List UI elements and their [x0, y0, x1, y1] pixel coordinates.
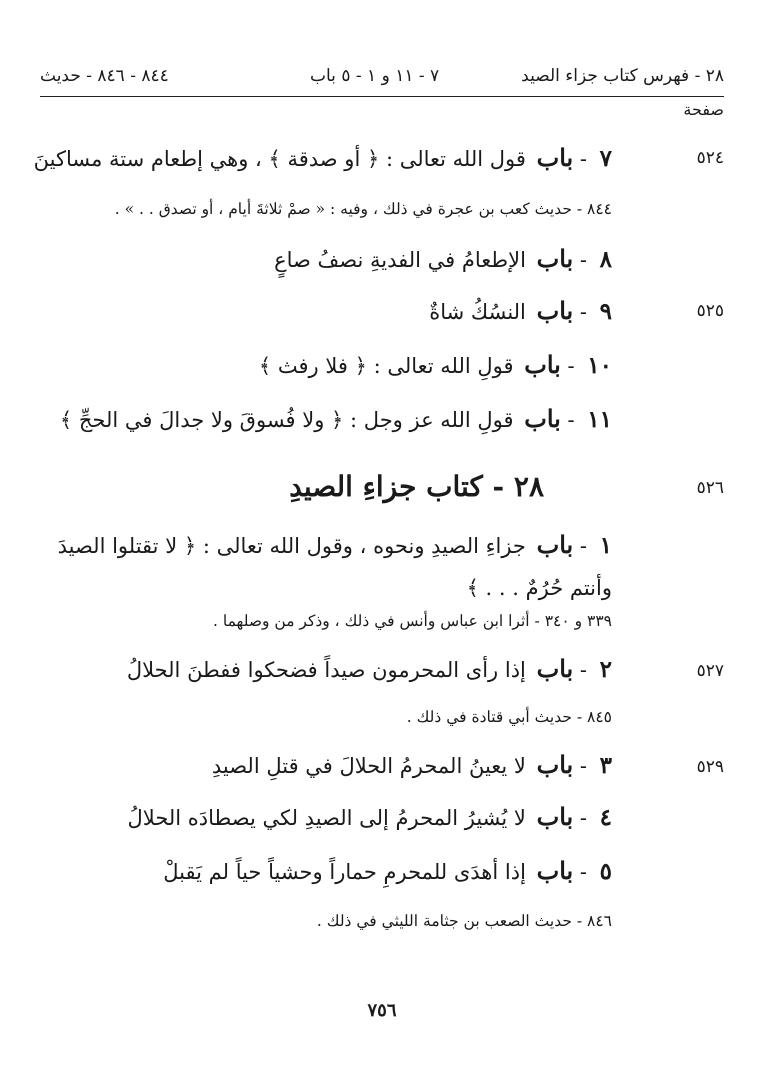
- entry-text: لا يعينُ المحرمُ الحلالَ في قتلِ الصيدِ: [211, 754, 526, 778]
- entry-number: ١١: [587, 406, 612, 433]
- index-entry: ١١ - باب قولِ الله عز وجل : ﴿ ولا فُسوقَ ولا جدالَ في الحجِّ ﴾: [59, 404, 612, 433]
- hadith-line: ٨٤٥ - حديث أبي قتادة في ذلك .: [406, 708, 612, 726]
- header-chapter-title: ٢٨ - فهرس كتاب جزاء الصيد: [521, 66, 724, 86]
- index-entry: ١ - باب جزاءِ الصيدِ ونحوه ، وقول الله تعالى : ﴿ لا تقتلوا الصيدَ وأنتم حُرُمٌ . . . ﴾: [57, 530, 612, 600]
- entry-number: ٩: [599, 298, 612, 325]
- entry-page-number: ٥٢٩: [696, 757, 724, 777]
- index-entry: ٨ - باب الإطعامُ في الفديةِ نصفُ صاعٍ: [274, 244, 612, 273]
- entry-number: ٨: [599, 246, 612, 273]
- footer-page-number: ٧٥٦: [367, 1000, 397, 1021]
- kitab-page-number: ٥٢٦: [696, 478, 724, 498]
- index-entry: ٢ - باب إذا رأى المحرمون صيداً فضحكوا ففطنَ الحلالُ: [126, 654, 612, 683]
- entry-number: ١: [599, 532, 612, 559]
- entry-bab: باب: [536, 530, 574, 559]
- entry-number: ١٠: [587, 352, 612, 379]
- header-bab-range: ٧ - ١١ و ١ - ٥ باب: [310, 66, 440, 86]
- hadith-line: ٨٤٤ - حديث كعب بن عجرة في ذلك ، وفيه : « صمْ ثلاثةَ أيام ، أو تصدق . . » .: [114, 200, 612, 218]
- entry-number: ٤: [599, 804, 612, 831]
- entry-bab: باب: [524, 350, 561, 379]
- entry-number: ٥: [599, 858, 612, 885]
- running-header: [40, 62, 724, 97]
- entry-bab: باب: [536, 802, 574, 831]
- entry-bab: باب: [536, 750, 574, 779]
- entry-text: النسُكُ شاةٌ: [429, 300, 526, 324]
- entry-page-number: ٥٢٧: [696, 661, 724, 681]
- index-entry: ٤ - باب لا يُشيرُ المحرمُ إلى الصيدِ لكي يصطادَه الحلالُ: [127, 802, 612, 831]
- entry-text: إذا أهدَى للمحرمِ حماراً وحشياً حياً لم يَقبلْ: [163, 860, 526, 884]
- page-column-label: صفحة: [683, 100, 724, 119]
- index-entry: ٩ - باب النسُكُ شاةٌ: [429, 296, 612, 325]
- entry-bab: باب: [536, 296, 574, 325]
- kitab-heading: ٢٨ - كتاب جزاءِ الصيدِ: [289, 470, 544, 503]
- entry-text: قولِ الله تعالى : ﴿ فلا رفث ﴾: [258, 354, 514, 378]
- entry-bab: باب: [536, 244, 574, 273]
- entry-text: لا يُشيرُ المحرمُ إلى الصيدِ لكي يصطادَه الحلالُ: [127, 806, 526, 830]
- entry-page-number: ٥٢٥: [696, 301, 724, 321]
- entry-page-number: ٥٢٤: [696, 148, 724, 168]
- entry-text: قولِ الله عز وجل : ﴿ ولا فُسوقَ ولا جدالَ في الحجِّ ﴾: [59, 408, 514, 432]
- entry-bab: باب: [536, 143, 574, 172]
- entry-bab: باب: [536, 856, 574, 885]
- hadith-line: ٣٣٩ و ٣٤٠ - أثرا ابن عباس وأنس في ذلك ، وذكر من وصلهما .: [213, 612, 612, 630]
- entry-bab: باب: [524, 404, 561, 433]
- header-hadith-range: ٨٤٤ - ٨٤٦ - حديث: [40, 66, 169, 86]
- entry-number: ٣: [599, 752, 612, 779]
- index-entry: ١٠ - باب قولِ الله تعالى : ﴿ فلا رفث ﴾: [258, 350, 612, 379]
- entry-number: ٧: [599, 145, 612, 172]
- entry-text: إذا رأى المحرمون صيداً فضحكوا ففطنَ الحلالُ: [126, 658, 526, 682]
- entry-bab: باب: [536, 654, 574, 683]
- index-entry: ٣ - باب لا يعينُ المحرمُ الحلالَ في قتلِ الصيدِ: [211, 750, 612, 779]
- hadith-line: ٨٤٦ - حديث الصعب بن جثامة الليثي في ذلك .: [316, 912, 612, 930]
- index-entry: ٥ - باب إذا أهدَى للمحرمِ حماراً وحشياً حياً لم يَقبلْ: [163, 856, 612, 885]
- entry-text: جزاءِ الصيدِ ونحوه ، وقول الله تعالى : ﴿ لا تقتلوا الصيدَ وأنتم حُرُمٌ . . . ﴾: [57, 534, 612, 600]
- entry-text: الإطعامُ في الفديةِ نصفُ صاعٍ: [274, 248, 526, 272]
- index-entry: ٧ - باب قول الله تعالى : ﴿ أو صدقة ﴾ ، وهي إطعام ستة مساكينَ: [33, 143, 612, 172]
- entry-text: قول الله تعالى : ﴿ أو صدقة ﴾ ، وهي إطعام ستة مساكينَ: [33, 147, 526, 171]
- entry-number: ٢: [599, 656, 612, 683]
